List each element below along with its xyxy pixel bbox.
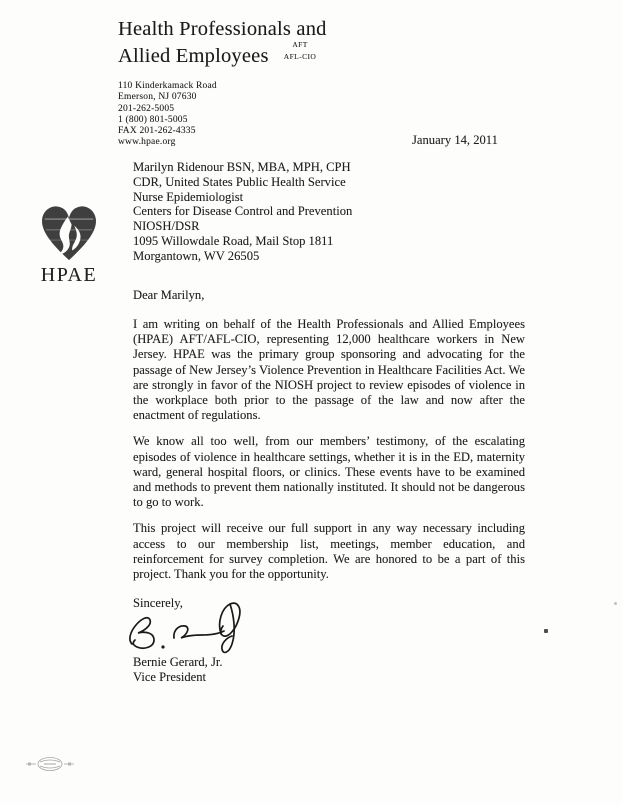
paragraph-3: This project will receive our full support in any way necessary including access to our membership list, meetings, member education, and reinforcement for survey completion. We are honored to be a part of this project. Thank you for the opportunity.: [133, 521, 525, 582]
org-name-line2: Allied Employees: [118, 45, 269, 67]
recipient-rank: CDR, United States Public Health Service: [133, 174, 346, 189]
recipient-street: 1095 Willowdale Road, Mail Stop 1811: [133, 233, 334, 248]
closing: Sincerely,: [133, 596, 183, 610]
heart-flame-icon: [37, 201, 101, 263]
contact-line-fax: FAX 201-262-4335: [118, 126, 196, 137]
signature-block: [133, 655, 223, 686]
recipient-name: Marilyn Ridenour BSN, MBA, MPH, CPH: [133, 160, 351, 174]
signer-name: Bernie Gerard, Jr.: [133, 655, 223, 669]
scan-speck: [544, 629, 548, 633]
affiliation-aft: AFT: [292, 40, 308, 49]
paragraph-1: I am writing on behalf of the Health Professionals and Allied Employees (HPAE) AFT/AFL-CIO, representing 12,000 healthcare workers in New Jersey. HPAE was the primary group sponsoring and advocating for the passage of New Jersey’s Violence Prevention in Healthcare Facilities Act. We are strongly in favor of the NIOSH project to review episodes of violence in the workplace both prior to the passage of the law and now after the enactment of regulations.: [133, 317, 525, 423]
contact-line-website: www.hpae.org: [118, 137, 176, 148]
recipient-address: [133, 160, 352, 264]
contact-line-city: Emerson, NJ 07630: [118, 92, 197, 103]
affiliation-block: [277, 39, 323, 62]
recipient-division: NIOSH/DSR: [133, 219, 200, 234]
union-bug-icon: [24, 755, 76, 773]
signature-icon: [126, 600, 261, 660]
scan-speck: [614, 602, 617, 605]
recipient-role: Nurse Epidemiologist: [133, 189, 244, 204]
paragraph-2: We know all too well, from our members’ testimony, of the escalating episodes of violence in healthcare settings, whether it is in the ED, maternity ward, general hospital floors, or clinics. These events have to be examined and methods to prevent them nationally instituted. It should not be dangerous to go to work.: [133, 434, 525, 510]
contact-line-phone: 201-262-5005: [118, 103, 175, 114]
signer-title: Vice President: [133, 670, 207, 685]
recipient-org: Centers for Disease Control and Prevention: [133, 204, 353, 219]
org-name-line1: Health Professionals and: [118, 18, 327, 40]
salutation: Dear Marilyn,: [133, 288, 205, 302]
letter-date: January 14, 2011: [412, 133, 498, 147]
letterhead-contact-block: [118, 81, 217, 149]
logo-wordmark: HPAE: [40, 264, 98, 286]
affiliation-aflcio: AFL-CIO: [283, 51, 317, 61]
letter-body: [133, 317, 525, 593]
contact-line-tollfree: 1 (800) 801-5005: [118, 114, 188, 125]
hpae-logo: [28, 201, 110, 287]
contact-line-street: 110 Kinderkamack Road: [118, 81, 217, 91]
recipient-city: Morgantown, WV 26505: [133, 248, 260, 263]
